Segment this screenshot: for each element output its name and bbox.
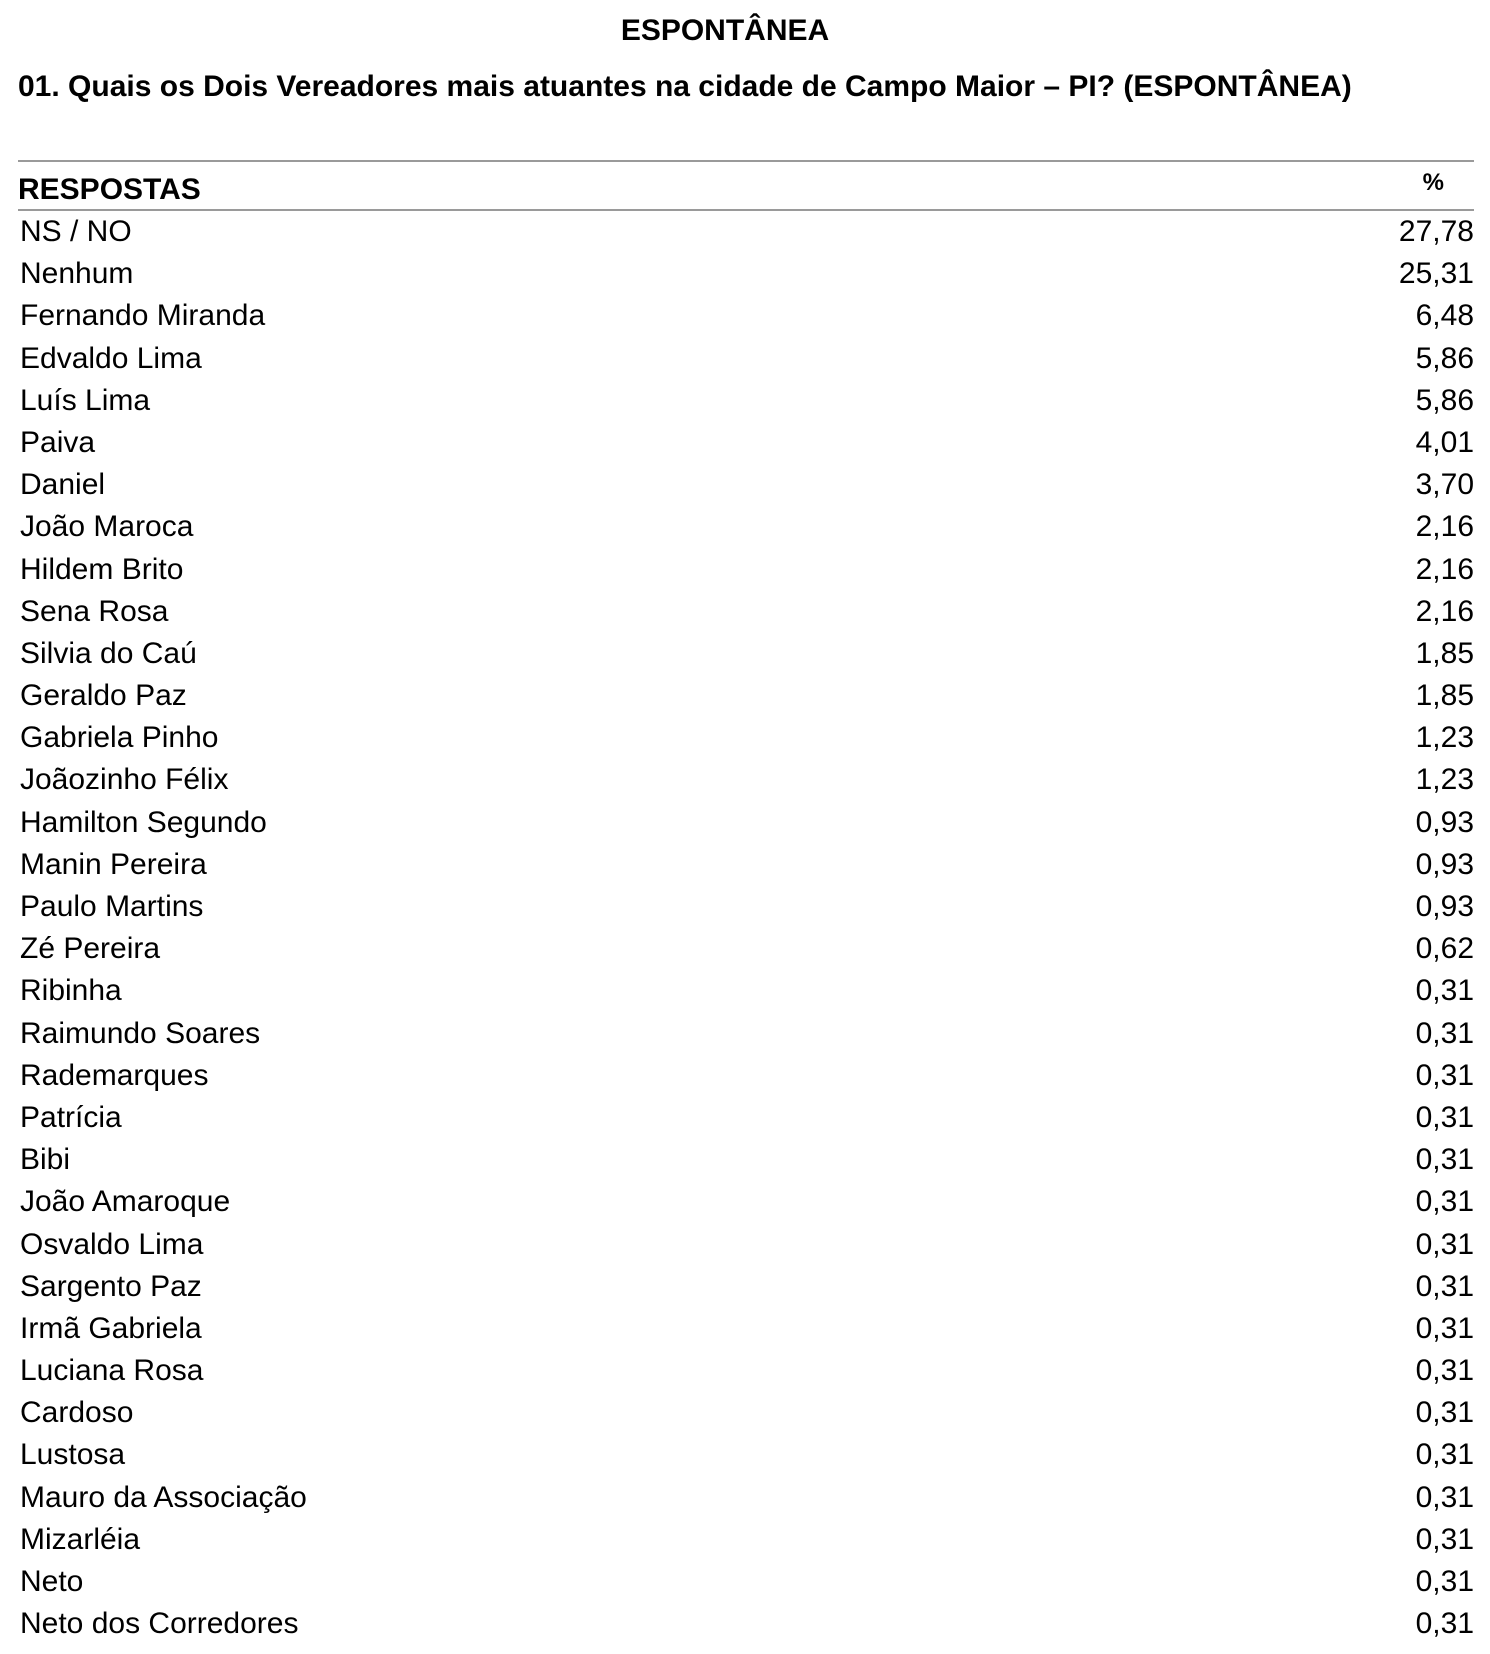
table-row bbox=[18, 928, 1474, 970]
question-title: 01. Quais os Dois Vereadores mais atuantes na cidade de Campo Maior – PI? (ESPONTÂNEA) bbox=[18, 70, 1352, 103]
row-percent: 0,31 bbox=[1415, 1016, 1474, 1050]
row-label: Bibi bbox=[20, 1143, 71, 1177]
row-label: Joãozinho Félix bbox=[20, 763, 229, 797]
table-row bbox=[18, 1181, 1474, 1223]
results-table bbox=[18, 160, 1474, 1645]
row-percent: 5,86 bbox=[1415, 341, 1474, 375]
table-row bbox=[18, 464, 1474, 506]
row-percent: 27,78 bbox=[1398, 215, 1474, 248]
table-row bbox=[18, 211, 1474, 253]
row-label: Ribinha bbox=[20, 974, 122, 1008]
table-row bbox=[18, 295, 1474, 337]
table-row bbox=[18, 1224, 1474, 1266]
row-label: Raimundo Soares bbox=[20, 1016, 261, 1050]
row-percent: 2,16 bbox=[1415, 510, 1474, 544]
page-heading: ESPONTÂNEA bbox=[620, 14, 830, 47]
row-label: NS / NO bbox=[20, 215, 132, 248]
row-label: Neto dos Corredores bbox=[20, 1607, 299, 1641]
row-percent: 6,48 bbox=[1415, 299, 1474, 333]
row-percent: 0,31 bbox=[1415, 1522, 1474, 1556]
table-row bbox=[18, 1308, 1474, 1350]
table-row bbox=[18, 253, 1474, 295]
row-percent: 25,31 bbox=[1398, 257, 1474, 291]
table-row bbox=[18, 675, 1474, 717]
row-label: Osvaldo Lima bbox=[20, 1227, 204, 1261]
table-row bbox=[18, 1055, 1474, 1097]
row-percent: 0,31 bbox=[1415, 1311, 1474, 1345]
table-row bbox=[18, 380, 1474, 422]
row-label: Sena Rosa bbox=[20, 594, 169, 628]
table-row bbox=[18, 549, 1474, 591]
row-label: Luís Lima bbox=[20, 383, 151, 417]
table-row bbox=[18, 1139, 1474, 1181]
table-row bbox=[18, 506, 1474, 548]
table-header bbox=[18, 160, 1474, 211]
row-label: Lustosa bbox=[20, 1438, 126, 1472]
row-label: Zé Pereira bbox=[20, 932, 161, 966]
row-label: Fernando Miranda bbox=[20, 299, 266, 333]
row-percent: 0,31 bbox=[1415, 1565, 1474, 1598]
row-label: Hildem Brito bbox=[20, 552, 184, 586]
table-row bbox=[18, 886, 1474, 928]
row-label: Nenhum bbox=[20, 257, 134, 291]
header-respostas: RESPOSTAS bbox=[18, 173, 201, 206]
row-label: Manin Pereira bbox=[20, 847, 207, 881]
row-label: Edvaldo Lima bbox=[20, 341, 202, 375]
table-row bbox=[18, 1013, 1474, 1055]
row-percent: 0,62 bbox=[1415, 932, 1474, 966]
table-row bbox=[18, 844, 1474, 886]
row-percent: 0,31 bbox=[1415, 1227, 1474, 1261]
row-percent: 3,70 bbox=[1415, 468, 1474, 502]
row-percent: 2,16 bbox=[1415, 552, 1474, 586]
table-row bbox=[18, 1603, 1474, 1645]
table-row bbox=[18, 633, 1474, 675]
row-label: Patrícia bbox=[20, 1100, 122, 1134]
row-label: Luciana Rosa bbox=[20, 1354, 204, 1388]
row-percent: 4,01 bbox=[1415, 425, 1474, 459]
table-row bbox=[18, 1266, 1474, 1308]
table-row bbox=[18, 422, 1474, 464]
header-percent: % bbox=[1422, 169, 1444, 196]
row-percent: 0,31 bbox=[1415, 1058, 1474, 1092]
table-row bbox=[18, 717, 1474, 759]
row-label: Mizarléia bbox=[20, 1522, 141, 1556]
row-percent: 0,93 bbox=[1415, 890, 1474, 923]
table-row bbox=[18, 759, 1474, 801]
table-row bbox=[18, 1519, 1474, 1561]
row-percent: 1,23 bbox=[1415, 721, 1474, 755]
row-percent: 2,16 bbox=[1415, 594, 1474, 628]
row-percent: 0,93 bbox=[1415, 847, 1474, 881]
row-label: Gabriela Pinho bbox=[20, 721, 219, 755]
row-percent: 1,85 bbox=[1415, 679, 1474, 713]
row-percent: 0,31 bbox=[1415, 1396, 1474, 1430]
row-percent: 0,31 bbox=[1415, 1354, 1474, 1388]
row-percent: 0,31 bbox=[1415, 974, 1474, 1008]
table-row bbox=[18, 1392, 1474, 1434]
table-row bbox=[18, 1561, 1474, 1603]
row-percent: 0,31 bbox=[1415, 1480, 1474, 1514]
row-label: Neto bbox=[20, 1565, 84, 1598]
row-percent: 5,86 bbox=[1415, 383, 1474, 417]
row-percent: 0,31 bbox=[1415, 1269, 1474, 1303]
row-percent: 1,23 bbox=[1415, 763, 1474, 797]
row-label: Silvia do Caú bbox=[20, 636, 197, 670]
table-row bbox=[18, 1477, 1474, 1519]
row-label: Irmã Gabriela bbox=[20, 1311, 202, 1345]
table-row bbox=[18, 970, 1474, 1012]
table-row bbox=[18, 802, 1474, 844]
row-label: Geraldo Paz bbox=[20, 679, 187, 713]
row-label: João Amaroque bbox=[20, 1185, 231, 1219]
table-row bbox=[18, 591, 1474, 633]
row-percent: 0,31 bbox=[1415, 1607, 1474, 1641]
row-label: Daniel bbox=[20, 468, 106, 502]
row-label: João Maroca bbox=[20, 510, 194, 544]
row-label: Paiva bbox=[20, 425, 96, 459]
row-label: Rademarques bbox=[20, 1058, 209, 1092]
table-row bbox=[18, 1350, 1474, 1392]
row-label: Hamilton Segundo bbox=[20, 805, 267, 839]
row-label: Mauro da Associação bbox=[20, 1480, 307, 1514]
row-label: Sargento Paz bbox=[20, 1269, 202, 1303]
row-percent: 0,31 bbox=[1415, 1185, 1474, 1219]
row-percent: 0,31 bbox=[1415, 1100, 1474, 1134]
row-label: Cardoso bbox=[20, 1396, 134, 1430]
row-percent: 1,85 bbox=[1415, 636, 1474, 670]
table-row bbox=[18, 338, 1474, 380]
table-row bbox=[18, 1434, 1474, 1476]
row-percent: 0,93 bbox=[1415, 805, 1474, 839]
table-body bbox=[18, 211, 1474, 1645]
table-row bbox=[18, 1097, 1474, 1139]
row-percent: 0,31 bbox=[1415, 1143, 1474, 1177]
row-percent: 0,31 bbox=[1415, 1438, 1474, 1472]
row-label: Paulo Martins bbox=[20, 890, 204, 923]
